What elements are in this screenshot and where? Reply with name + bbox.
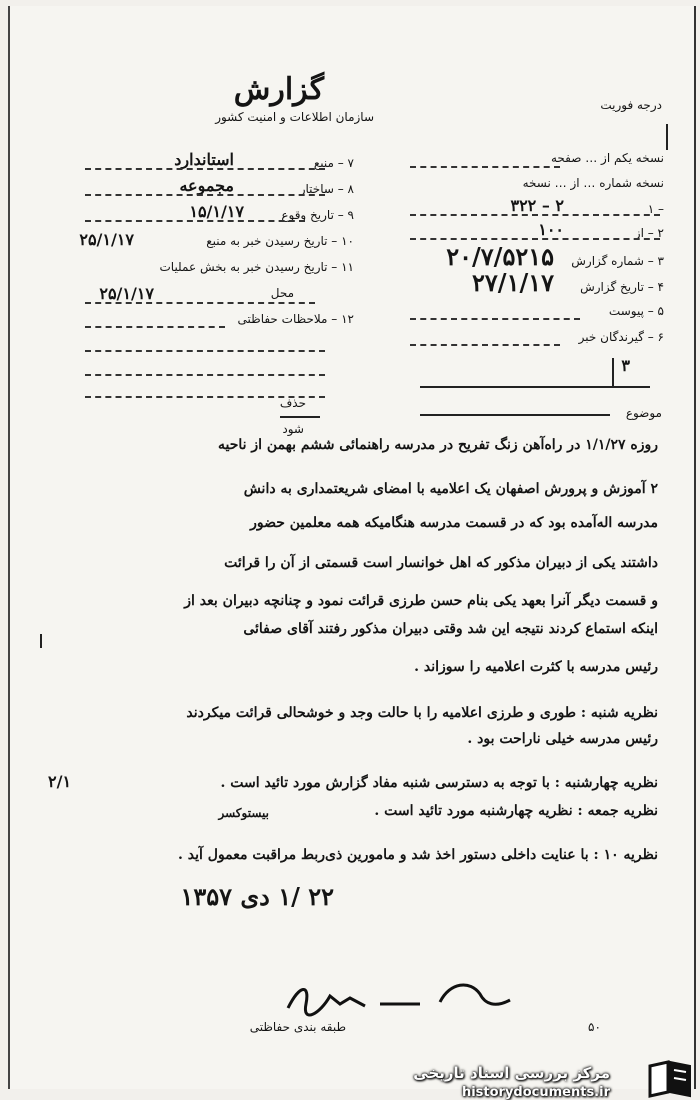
field8-label: ۸ – ساختار xyxy=(299,182,354,196)
footer-label: طبقه بندی حفاظتی xyxy=(249,1020,346,1034)
watermark-title: مرکز بررسی اسناد تاریخی xyxy=(413,1064,610,1082)
note-tag: بیستوکسر xyxy=(218,806,269,820)
field5-label: ۵ – پیوست xyxy=(608,304,664,318)
rule xyxy=(85,220,305,222)
signature-icon xyxy=(280,974,520,1020)
field4-value: ۲۷/۱/۱۷ xyxy=(472,268,554,297)
note-line: نظریه ۱۰ : با عنایت داخلی دستور اخذ شد و مامورین ذی‌ربط مراقبت معمول آید . xyxy=(178,847,658,863)
field1-value: ۳۲۲ – ۲ xyxy=(510,196,564,215)
priority-label: درجه فوریت xyxy=(600,98,662,112)
rule xyxy=(85,194,325,196)
field4-label: ۴ – تاریخ گزارش xyxy=(580,280,664,294)
field3-label: ۳ – شماره گزارش xyxy=(571,254,664,268)
document-page xyxy=(8,6,696,1100)
field11-value: ۲۵/۱/۱۷ xyxy=(99,284,154,303)
stamp-divider xyxy=(280,416,320,418)
note-tag: ۲/۱ xyxy=(48,772,72,791)
rule xyxy=(85,302,315,304)
note-line: نظریه چهارشنبه : با توجه به دسترسی شنبه مفاد گزارش مورد تائید است . xyxy=(220,775,658,791)
subject-label: موضوع xyxy=(625,406,662,420)
note-line: نظریه شنبه : طوری و طرزی اعلامیه را با حالت وجد و خوشحالی قرائت میکردند xyxy=(186,705,658,721)
field3-value: ۲۰/۷/۵۲۱۵ xyxy=(446,242,554,271)
field9-label: ۹ – تاریخ وقوع xyxy=(281,208,354,222)
document-title: گزارش xyxy=(233,72,324,107)
field7-value: استاندارد xyxy=(174,150,234,169)
left-margin-mark xyxy=(40,634,44,648)
field10-label: ۱۰ – تاریخ رسیدن خبر به منبع xyxy=(206,234,354,248)
book-logo-icon xyxy=(646,1058,694,1098)
right-margin-mark xyxy=(666,124,670,150)
body-line: و قسمت دیگر آنرا بعهد یکی بنام حسن طرزی قرائت نمود و چنانچه دبیران بعد از xyxy=(184,593,658,609)
rule xyxy=(410,344,560,346)
rule xyxy=(410,166,560,168)
field10-value: ۲۵/۱/۱۷ xyxy=(79,230,134,249)
rule xyxy=(85,168,325,170)
body-line: رئیس مدرسه با کثرت اعلامیه را سوزاند . xyxy=(414,659,658,675)
watermark-url: historydocuments.ir xyxy=(461,1085,610,1100)
field9-value: ۱۵/۱/۱۷ xyxy=(189,202,244,221)
rule xyxy=(85,374,325,376)
subject-rule xyxy=(420,414,610,416)
field7-label: ۷ – منبع xyxy=(313,156,354,170)
rule xyxy=(410,238,660,240)
body-line: روزه ۱/۱/۲۷ در راه‌آهن زنگ تفریح در مدرسه راهنمائی ششم بهمن از ناحیه xyxy=(217,437,658,453)
field1-label: ۱ – xyxy=(647,202,664,216)
field6-label: ۶ – گیرندگان خبر xyxy=(578,330,664,344)
rule xyxy=(420,386,650,388)
field12-label: ۱۲ – ملاحظات حفاظتی xyxy=(237,312,354,326)
body-line: ۲ آموزش و پرورش اصفهان یک اعلامیه با امضای شریعتمداری به دانش xyxy=(243,481,658,497)
body-line: اینکه استماع کردند نتیجه این شد وقتی دبیران مذکور رفتند آقای صفائی xyxy=(243,621,658,637)
note-line: نظریه جمعه : نظریه چهارشنبه مورد تائید است . xyxy=(374,803,658,819)
document-subtitle: سازمان اطلاعات و امنیت کشور xyxy=(215,110,374,124)
rule xyxy=(410,318,580,320)
copy-label: نسخه یکم از … صفحه xyxy=(550,151,664,165)
rule xyxy=(85,326,225,328)
rule xyxy=(85,350,325,352)
bracket-mark xyxy=(612,358,616,388)
stamp-top: حذف xyxy=(279,396,306,410)
field2-value: ۱۰۰ xyxy=(538,220,564,239)
body-line: داشتند یکی از دبیران مذکور که اهل خوانسار است قسمتی از آن را قرائت xyxy=(224,555,658,571)
place-label: محل xyxy=(270,286,294,300)
body-line: مدرسه اله‌آمده بود که در قسمت مدرسه هنگامیکه همه معلمین حضور xyxy=(250,515,658,531)
handwritten-date: ۲۲ /۱ دی ۱۳۵۷ xyxy=(180,882,334,911)
field8-value: مجموعه xyxy=(179,176,234,195)
field11-label: ۱۱ – تاریخ رسیدن خبر به بخش عملیات xyxy=(159,260,354,274)
field6-value: ۳ xyxy=(621,356,630,375)
field2-label: ۲ – از xyxy=(634,226,664,240)
stamp-bottom: شود xyxy=(282,422,304,436)
rule xyxy=(410,214,660,216)
copy-number: نسخه شماره … از … نسخه xyxy=(522,176,664,190)
page-mark: ۵۰ xyxy=(588,1020,601,1034)
note-line: رئیس مدرسه خیلی ناراحت بود . xyxy=(467,731,658,747)
